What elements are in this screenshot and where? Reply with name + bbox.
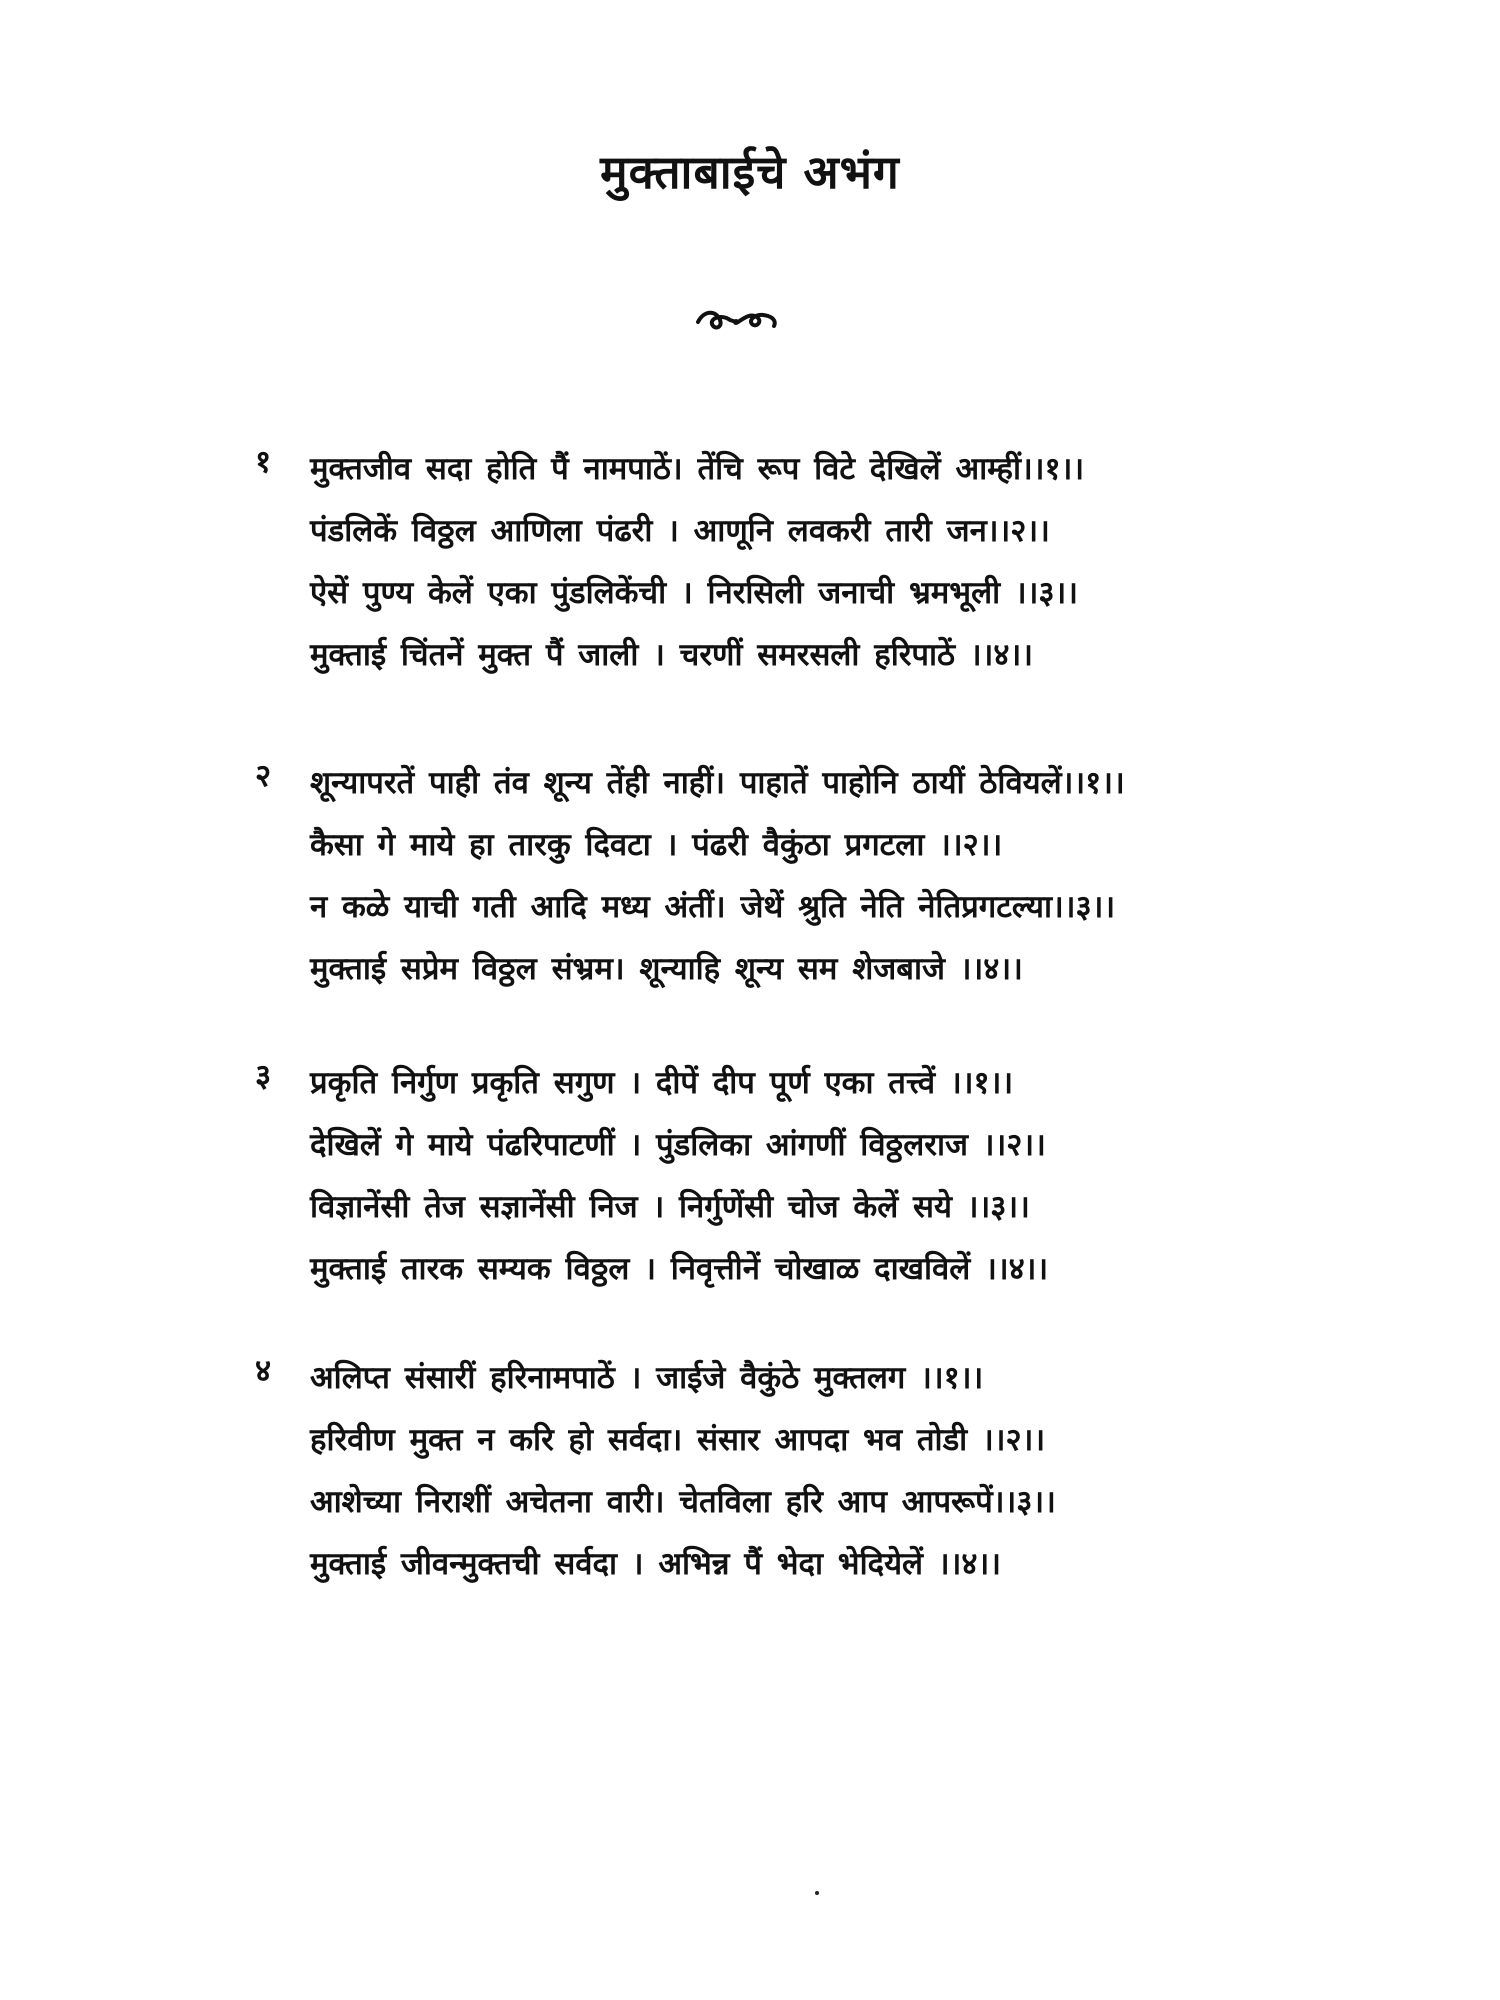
verse-line: देखिलें गे माये पंढरिपाटणीं । पुंडलिका आंगणीं विठ्ठलराज ।।२।। bbox=[310, 1127, 1046, 1163]
abhang-lines bbox=[310, 752, 1310, 1000]
verse-line: मुक्ताई चिंतनें मुक्त पैं जाली । चरणीं समरसली हरिपाठें ।।४।। bbox=[310, 637, 1033, 673]
print-speck bbox=[815, 1891, 819, 1895]
verse-line: आशेच्या निराशीं अचेतना वारी। चेतविला हरि आप आपरूपें।।३।। bbox=[310, 1484, 1056, 1520]
verse-line: हरिवीण मुक्त न करि हो सर्वदा। संसार आपदा भव तोडी ।।२।। bbox=[310, 1422, 1046, 1458]
scroll-flourish-icon bbox=[690, 300, 780, 340]
verse-line: मुक्ताई तारक सम्यक विठ्ठल । निवृत्तीनें चोखाळ दाखविलें ।।४।। bbox=[310, 1251, 1049, 1287]
abhang-number: १ bbox=[255, 444, 272, 480]
verse-line: शून्यापरतें पाही तंव शून्य तेंही नाहीं। पाहातें पाहोनि ठायीं ठेवियलें।।१।। bbox=[310, 765, 1125, 801]
abhang-lines bbox=[310, 1052, 1310, 1300]
verse-line: मुक्ताई सप्रेम विठ्ठल संभ्रम। शून्याहि शून्य सम शेजबाजे ।।४।। bbox=[310, 951, 1023, 987]
verse-line: विज्ञानेंसी तेज सज्ञानेंसी निज । निर्गुणेंसी चोज केलें सये ।।३।। bbox=[310, 1189, 1030, 1225]
abhang-lines bbox=[310, 1347, 1310, 1595]
abhang-number: २ bbox=[255, 758, 272, 794]
verse-line: न कळे याची गती आदि मध्य अंतीं। जेथें श्रुति नेति नेतिप्रगटल्या।।३।। bbox=[310, 889, 1116, 925]
abhang-number: ३ bbox=[255, 1058, 272, 1094]
verse-line: पंडलिकें विठ्ठल आणिला पंढरी । आणूनि लवकरी तारी जन।।२।। bbox=[310, 513, 1050, 549]
abhang-number: ४ bbox=[255, 1353, 272, 1389]
verse-line: ऐसें पुण्य केलें एका पुंडलिकेंची । निरसिली जनाची भ्रमभूली ।।३।। bbox=[310, 575, 1079, 611]
verse-line: कैसा गे माये हा तारकु दिवटा । पंढरी वैकुंठा प्रगटला ।।२।। bbox=[310, 827, 1003, 863]
verse-line: मुक्ताई जीवन्मुक्तची सर्वदा । अभिन्न पैं भेदा भेदियेलें ।।४।। bbox=[310, 1546, 1001, 1582]
verse-line: मुक्तजीव सदा होति पैं नामपाठें। तेंचि रूप विटे देखिलें आम्हीं।।१।। bbox=[310, 451, 1085, 487]
verse-line: अलिप्त संसारीं हरिनामपाठें । जाईजे वैकुंठे मुक्तलग ।।१।। bbox=[310, 1360, 984, 1396]
page-title: मुक्ताबाईचे अभंग bbox=[600, 145, 900, 199]
verse-line: प्रकृति निर्गुण प्रकृति सगुण । दीपें दीप पूर्ण एका तत्त्वें ।।१।। bbox=[310, 1065, 1014, 1101]
abhang-lines bbox=[310, 438, 1310, 686]
